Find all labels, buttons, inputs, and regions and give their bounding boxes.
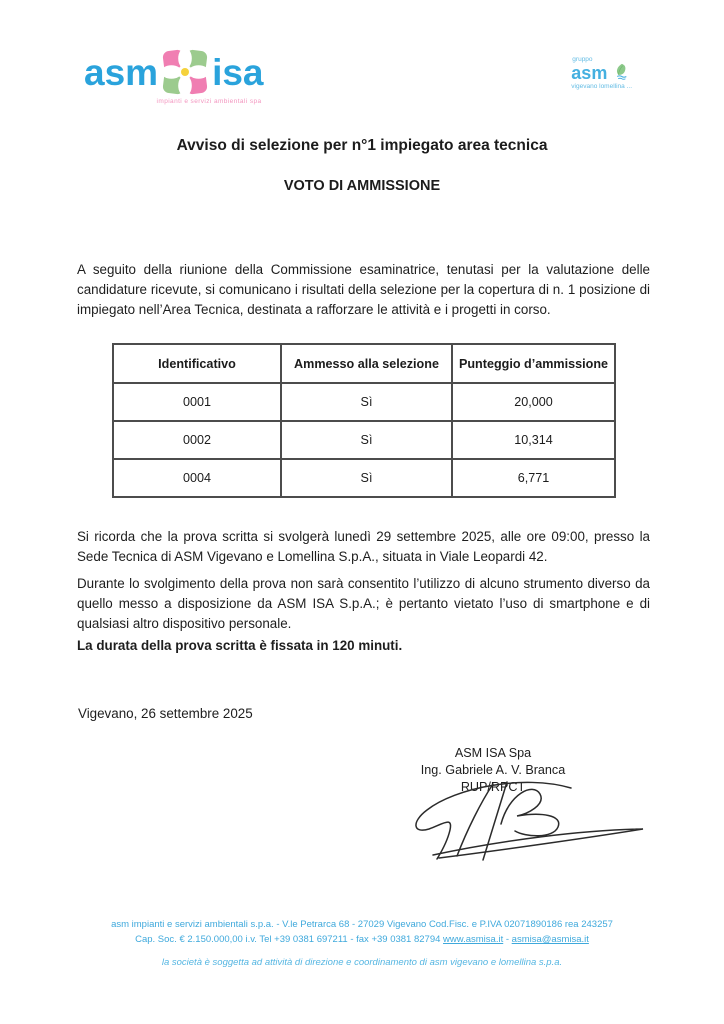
page-title: Avviso di selezione per n°1 impiegato area tecnica (176, 137, 548, 154)
footer-note: la società è soggetta ad attività di direzione e coordinamento di asm vigevano e lomellina s.p.a. (161, 957, 563, 968)
table-header-row (113, 344, 615, 383)
flower-icon (161, 48, 209, 96)
leaf-icon (610, 63, 630, 81)
cell-score: 6,771 (452, 459, 615, 497)
footer-separator: - (503, 934, 512, 945)
reminder-paragraph: Si ricorda che la prova scritta si svolgerà lunedì 29 settembre 2025, alle ore 09:00, presso la Sede Tecnica di ASM Vigevano e Lomellina S.p.A., situata in Viale Leopardi 42. (77, 529, 650, 564)
gruppo-asm-word: asm (571, 62, 608, 83)
header-cell-punteggio: Punteggio d’ammissione (452, 344, 615, 383)
cell-score: 10,314 (452, 421, 615, 459)
handwritten-signature-icon (393, 774, 651, 862)
footer-line2-text: Cap. Soc. € 2.150.000,00 i.v. Tel +39 0381 697211 - fax +39 0381 82794 (135, 934, 444, 945)
signature-company: ASM ISA Spa (454, 746, 532, 760)
website-link[interactable]: www.asmisa.it (443, 934, 504, 945)
cell-id: 0002 (113, 421, 281, 459)
footer-line1: asm impianti e servizi ambientali s.p.a. - V.le Petrarca 68 - 27029 Vigevano Cod.Fisc. e P.IVA 02071890186 rea 243257 (111, 919, 613, 930)
results-table (112, 343, 616, 498)
header-cell-identificativo: Identificativo (113, 344, 281, 383)
signature-role: RUP/RPCT (460, 780, 526, 794)
cell-admitted: Sì (281, 459, 452, 497)
gruppo-subtitle: vigevano lomellina ... (571, 83, 632, 90)
cell-id: 0001 (113, 383, 281, 421)
header-cell-ammesso: Ammesso alla selezione (281, 344, 452, 383)
cell-score: 20,000 (452, 383, 615, 421)
cell-admitted: Sì (281, 421, 452, 459)
asm-isa-logo (84, 48, 264, 105)
table-row (113, 459, 615, 497)
page-subtitle: VOTO DI AMMISSIONE (283, 178, 441, 194)
cell-admitted: Sì (281, 383, 452, 421)
gruppo-asm-logo (571, 56, 632, 90)
table-row (113, 383, 615, 421)
intro-paragraph: A seguito della riunione della Commissione esaminatrice, tenutasi per la valutazione delle candidature ricevute, si comunicano i risultati della selezione per la copertura di n. 1 posizione di impiegato nell’Area Tecnica, destinata a rafforzare le attività e i progetti in corso. (77, 262, 650, 317)
signature-name: Ing. Gabriele A. V. Branca (420, 763, 566, 777)
cell-id: 0004 (113, 459, 281, 497)
email-link[interactable]: asmisa@asmisa.it (511, 934, 589, 945)
rules-paragraph: Durante lo svolgimento della prova non sarà consentito l’utilizzo di alcuno strumento diverso da quello messo a disposizione da ASM ISA S.p.A.; è pertanto vietato l’uso di smartphone e di qualsiasi altro dispositivo personale. (77, 576, 650, 631)
footer (0, 917, 724, 947)
footer-line2 (0, 932, 724, 947)
logo-word-isa: isa (212, 51, 264, 93)
logo-word-asm: asm (84, 51, 159, 93)
duration-line: La durata della prova scritta è fissata in 120 minuti. (77, 638, 403, 653)
gruppo-label: gruppo (572, 56, 593, 63)
logo-tagline: impianti e servizi ambientali spa (156, 98, 262, 105)
table-row (113, 421, 615, 459)
date-line: Vigevano, 26 settembre 2025 (78, 706, 253, 721)
